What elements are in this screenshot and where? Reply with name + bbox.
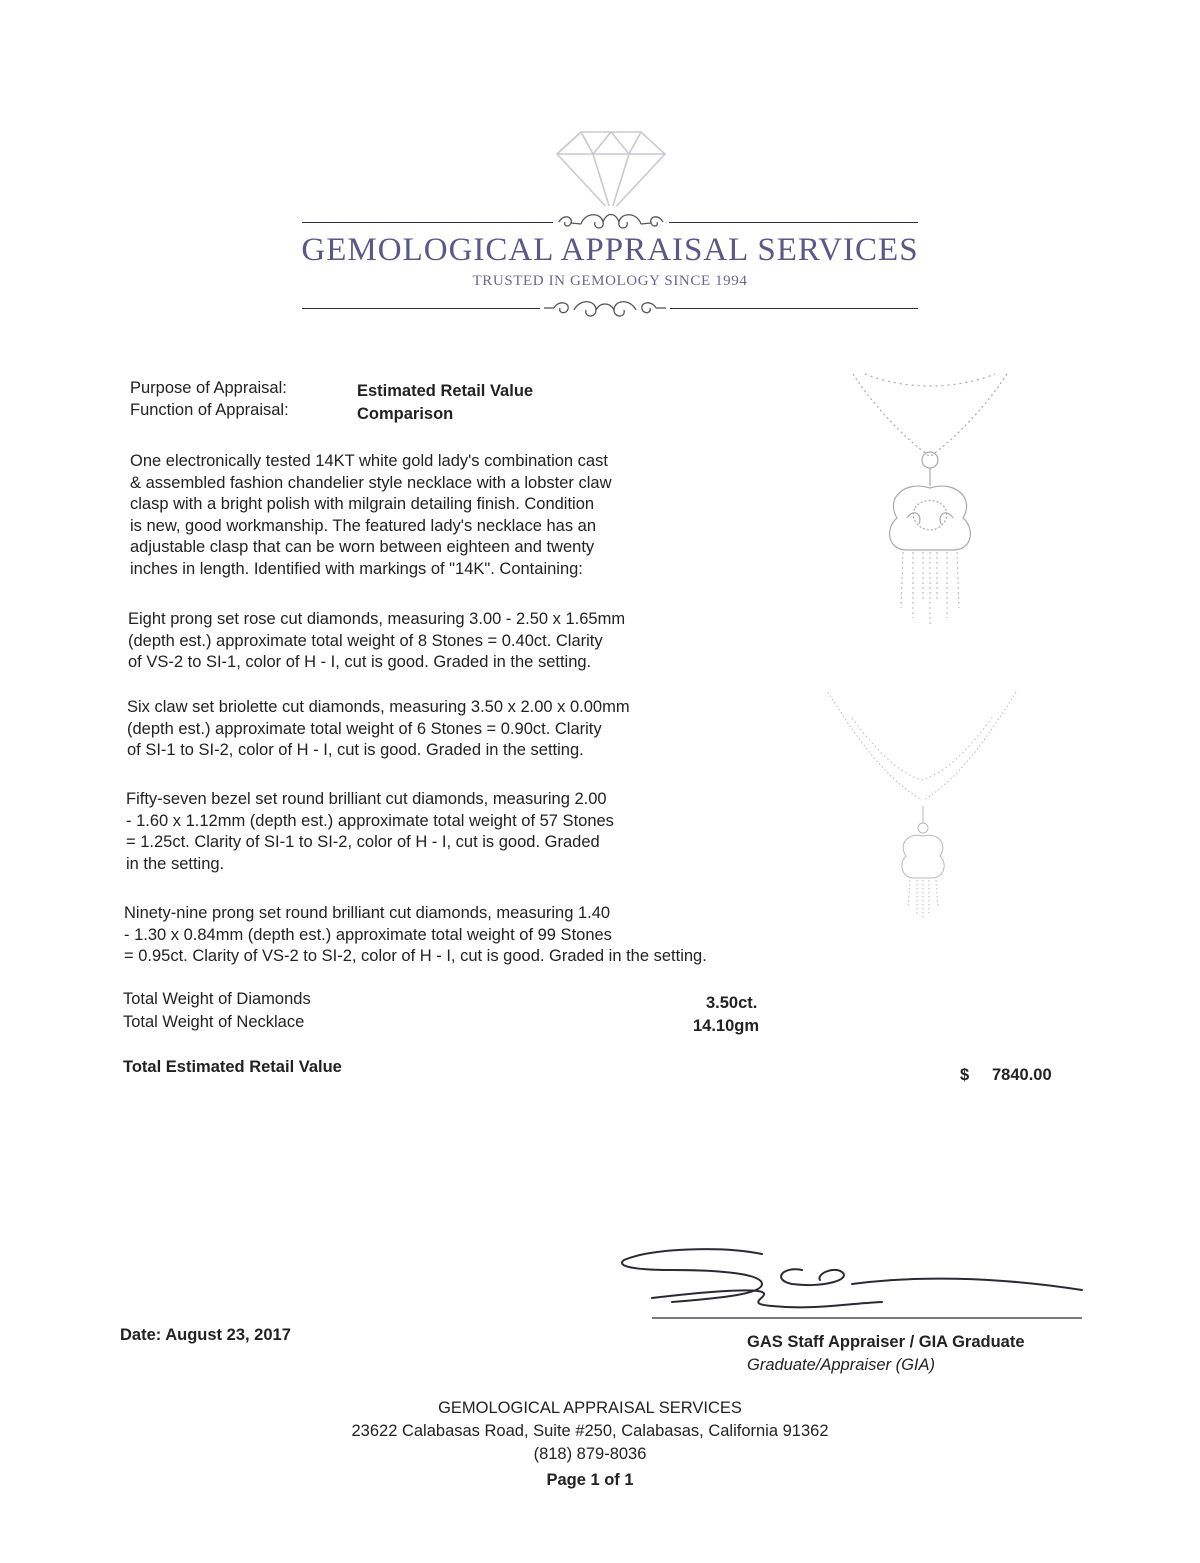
function-value: Comparison	[357, 405, 454, 423]
stone-line: (depth est.) approximate total weight of 8 Stones = 0.40ct. Clarity	[128, 631, 603, 650]
appraiser-signature	[612, 1240, 1092, 1320]
footer	[0, 1397, 1180, 1491]
company-name: GEMOLOGICAL APPRAISAL SERVICES	[301, 232, 919, 268]
appraiser-subtitle: Graduate/Appraiser (GIA)	[747, 1356, 935, 1374]
item-description	[130, 451, 770, 580]
stone-line: Six claw set briolette cut diamonds, measuring 3.50 x 2.00 x 0.00mm	[127, 698, 630, 716]
appraiser-title: GAS Staff Appraiser / GIA Graduate	[747, 1333, 1025, 1351]
appraisal-date: Date: August 23, 2017	[120, 1326, 291, 1344]
footer-company: GEMOLOGICAL APPRAISAL SERVICES	[438, 1399, 742, 1417]
purpose-label: Purpose of Appraisal:	[130, 379, 287, 397]
stone-line: Eight prong set rose cut diamonds, measuring 3.00 - 2.50 x 1.65mm	[128, 610, 626, 628]
description-line: & assembled fashion chandelier style necklace with a lobster claw	[130, 473, 612, 492]
stone-line: - 1.30 x 0.84mm (depth est.) approximate total weight of 99 Stones	[124, 925, 612, 944]
stone-line: - 1.60 x 1.12mm (depth est.) approximate total weight of 57 Stones	[126, 811, 614, 830]
bottom-flourish-icon	[540, 296, 670, 322]
retail-value-amount: 7840.00	[992, 1066, 1052, 1084]
stone-group-rose-cut	[128, 609, 768, 674]
tagline: TRUSTED IN GEMOLOGY SINCE 1994	[472, 273, 748, 289]
currency-symbol: $	[960, 1066, 970, 1084]
stone-line: = 1.25ct. Clarity of SI-1 to SI-2, color of H - I, cut is good. Graded	[126, 833, 600, 851]
description-line: inches in length. Identified with markings of "14K". Containing:	[130, 559, 583, 578]
description-line: One electronically tested 14KT white gold lady's combination cast	[130, 452, 608, 470]
stone-line: in the setting.	[126, 854, 225, 873]
logo-block	[0, 0, 1200, 340]
stone-group-briolette	[127, 697, 767, 762]
necklace-photo-full	[822, 688, 1022, 920]
diamond-icon	[553, 128, 669, 214]
total-diamonds-label: Total Weight of Diamonds	[123, 990, 311, 1008]
stone-line: of VS-2 to SI-1, color of H - I, cut is good. Graded in the setting.	[128, 653, 592, 671]
stone-line: = 0.95ct. Clarity of VS-2 to SI-2, color of H - I, cut is good. Graded in the setting.	[124, 947, 707, 965]
stone-line: Fifty-seven bezel set round brilliant cut diamonds, measuring 2.00	[126, 790, 607, 808]
total-necklace-label: Total Weight of Necklace	[123, 1013, 305, 1031]
stone-group-prong-round	[124, 903, 844, 968]
footer-address: 23622 Calabasas Road, Suite #250, Calabasas, California 91362	[351, 1422, 829, 1440]
total-necklace-value: 14.10gm	[693, 1017, 760, 1035]
necklace-photo-closeup	[845, 368, 1015, 630]
stone-line: Ninety-nine prong set round brilliant cut diamonds, measuring 1.40	[124, 904, 611, 922]
purpose-value: Estimated Retail Value	[357, 382, 534, 400]
retail-value-label: Total Estimated Retail Value	[123, 1058, 342, 1076]
page-number: Page 1 of 1	[546, 1471, 634, 1489]
total-diamonds-value: 3.50ct.	[706, 994, 758, 1012]
description-line: clasp with a bright polish with milgrain detailing finish. Condition	[130, 495, 595, 513]
description-line: is new, good workmanship. The featured lady's necklace has an	[130, 516, 597, 535]
stone-group-bezel-round	[126, 789, 766, 875]
stone-line: (depth est.) approximate total weight of 6 Stones = 0.90ct. Clarity	[127, 719, 602, 738]
footer-phone: (818) 879-8036	[533, 1445, 647, 1463]
stone-line: of SI-1 to SI-2, color of H - I, cut is good. Graded in the setting.	[127, 741, 584, 759]
function-label: Function of Appraisal:	[130, 401, 289, 419]
description-line: adjustable clasp that can be worn between eighteen and twenty	[130, 538, 595, 556]
